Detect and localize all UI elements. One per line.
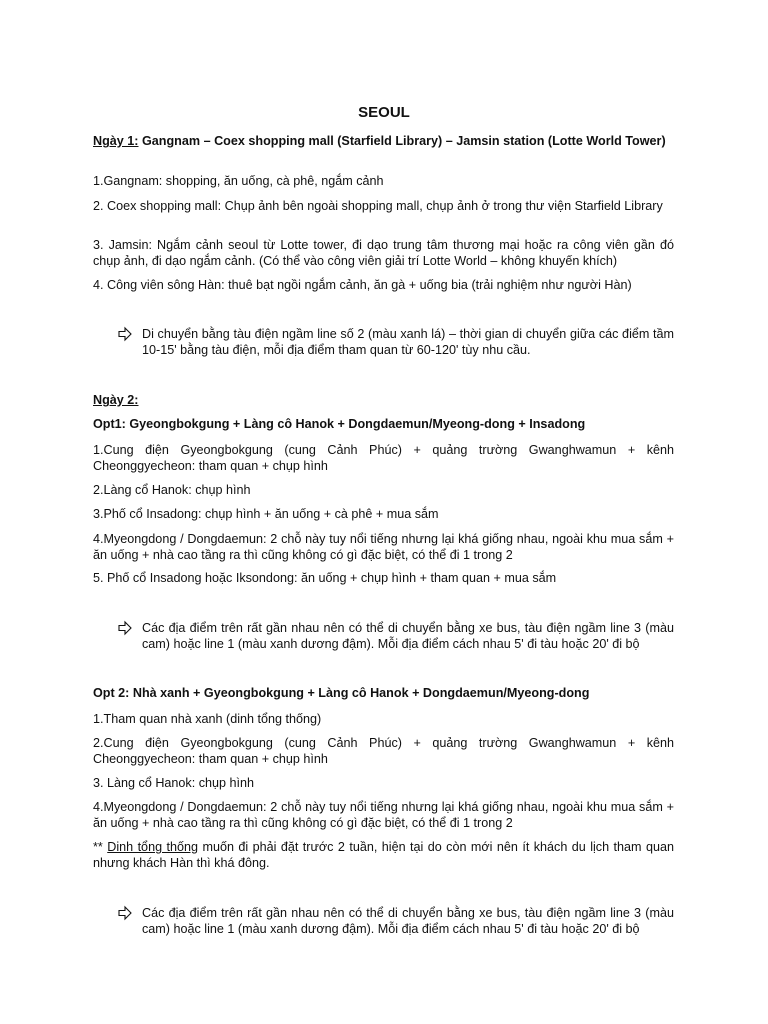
day1-item-1: 1.Gangnam: shopping, ăn uống, cà phê, ngắm cảnh (93, 174, 384, 188)
document-title: SEOUL (358, 104, 410, 121)
day2-opt2-item-2: 2.Cung điện Gyeongbokgung (cung Cảnh Phúc) + quảng trường Gwanghwamun + kênh Cheonggyecheon: tham quan + chụp hình (93, 736, 674, 766)
day2-opt1-item-5: 5. Phố cổ Insadong hoặc Iksondong: ăn uống + chụp hình + tham quan + mua sắm (93, 571, 557, 585)
day2-opt2-item-3: 3. Làng cổ Hanok: chụp hình (93, 776, 255, 790)
day2-opt2-item-4: 4.Myeongdong / Dongdaemun: 2 chỗ này tuy nổi tiếng nhưng lại khá giống nhau, ngoài khu mua sắm + ăn uống + nhà cao tầng ra thì cũng không có gì đặc biệt, có thể đi 1 trong 2 (93, 800, 674, 830)
day2-opt2-footnote (93, 839, 674, 871)
day2-opt2-item-1: 1.Tham quan nhà xanh (dinh tổng thống) (93, 712, 322, 726)
right-arrow-icon (118, 326, 132, 342)
right-arrow-icon (118, 905, 132, 921)
day1-heading (93, 133, 674, 149)
footnote-text: muốn đi phải đặt trước 2 tuần, hiện tại do còn mới nên ít khách du lịch tham quan nhưng khách Hàn thì khá đông. (93, 840, 674, 870)
footnote-prefix: ** (93, 840, 108, 854)
day1-note-text: Di chuyển bằng tàu điện ngầm line số 2 (màu xanh lá) – thời gian di chuyển giữa các điểm tầm 10-15' bằng tàu điện, mỗi địa điểm tham quan từ 60-120' tùy nhu cầu. (142, 327, 674, 357)
day2-opt1-item-3: 3.Phố cổ Insadong: chụp hình + ăn uống + cà phê + mua sắm (93, 507, 439, 521)
day1-item-2: 2. Coex shopping mall: Chụp ảnh bên ngoài shopping mall, chụp ảnh ở trong thư viện Starfield Library (93, 199, 663, 213)
day2-opt1-item-2: 2.Làng cổ Hanok: chụp hình (93, 483, 251, 497)
footnote-underlined-term: Dinh tổng thống (107, 840, 199, 854)
day1-item-3: 3. Jamsin: Ngắm cảnh seoul từ Lotte tower, đi dạo trung tâm thương mại hoặc ra công viên gần đó chụp ảnh, đi dạo ngắm cảnh. (Có thể vào công viên giải trí Lotte World – không khuyến khích) (93, 238, 674, 268)
day2-opt2-note-text: Các địa điểm trên rất gần nhau nên có thể di chuyển bằng xe bus, tàu điện ngầm line 3 (màu cam) hoặc line 1 (màu xanh dương đậm). Mỗi địa điểm cách nhau 5' đi tàu hoặc 20' đi bộ (142, 906, 674, 936)
day2-opt1-item-1: 1.Cung điện Gyeongbokgung (cung Cảnh Phúc) + quảng trường Gwanghwamun + kênh Cheonggyecheon: tham quan + chụp hình (93, 443, 674, 473)
right-arrow-icon (118, 620, 132, 636)
day1-heading-text: Gangnam – Coex shopping mall (Starfield Library) – Jamsin station (Lotte World Tower) (138, 134, 666, 148)
day2-opt1-heading: Opt1: Gyeongbokgung + Làng cô Hanok + Dongdaemun/Myeong-dong + Insadong (93, 417, 586, 431)
day2-opt1-note-text: Các địa điểm trên rất gần nhau nên có thể di chuyển bằng xe bus, tàu điện ngầm line 3 (màu cam) hoặc line 1 (màu xanh dương đậm). Mỗi địa điểm cách nhau 5' đi tàu hoặc 20' đi bộ (142, 621, 674, 651)
day2-label: Ngày 2: (93, 393, 139, 407)
day1-item-4: 4. Công viên sông Hàn: thuê bạt ngồi ngắm cảnh, ăn gà + uống bia (trải nghiệm như người Hàn) (93, 278, 632, 292)
day1-label: Ngày 1: (93, 134, 139, 148)
day2-opt2-heading: Opt 2: Nhà xanh + Gyeongbokgung + Làng cô Hanok + Dongdaemun/Myeong-dong (93, 686, 590, 700)
day2-opt1-item-4: 4.Myeongdong / Dongdaemun: 2 chỗ này tuy nổi tiếng nhưng lại khá giống nhau, ngoài khu mua sắm + ăn uống + nhà cao tầng ra thì cũng không có gì đặc biệt, có thể đi 1 trong 2 (93, 532, 674, 562)
